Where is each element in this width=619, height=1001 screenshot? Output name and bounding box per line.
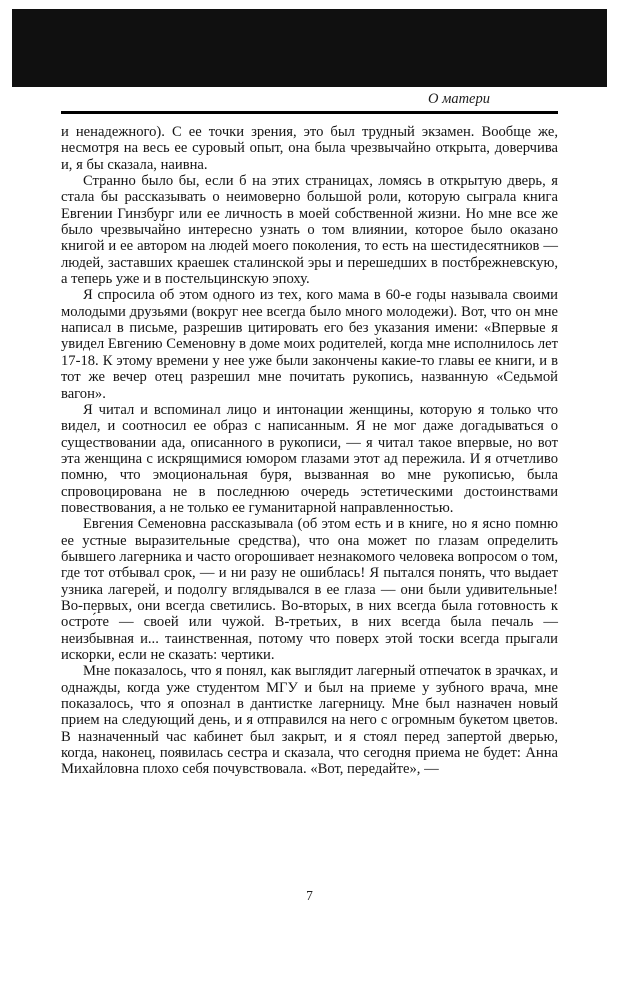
page-body [61,124,558,778]
paragraph: Я спросила об этом одного из тех, кого мама в 60-е годы называла своими молодыми друзьями (вокруг нее всегда было много молодежи). Вот, что он мне написал в письме, разрешив цитировать его без указания имени: «Впервые я увидел Евгению Семеновну в доме моих родителей, когда мне исполнилось лет 17-18. К этому времени у нее уже были закончены какие-то главы ее книги, и в тот же вечер отец разрешил мне почитать рукопись, названную «Седьмой вагон». [61,287,558,402]
running-head-title: О матери [427,91,490,107]
paragraph: Евгения Семеновна рассказывала (об этом есть и в книге, но я ясно помню ее устные выразительные средства), что она может по глазам определить бывшего лагерника и часто огорошивает незнакомого человека вопросом о том, где тот отбывал срок, — и ни разу не ошиблась! Я пытался понять, что выдает узника лагерей, и подолгу вглядывался в ее глаза — они были удивительные! Во-первых, они всегда светились. Во-вторых, в них всегда была готовность к остро́те — своей или чужой. В-третьих, в них всегда была печаль — неизбывная и... таинственная, потому что поверх этой тоски всегда прыгали искорки, если не сказать: чертики. [61,516,558,663]
top-band [12,9,607,87]
paragraph: Мне показалось, что я понял, как выглядит лагерный отпечаток в зрачках, и однажды, когда уже студентом МГУ и был на приеме у зубного врача, мне показалось, что я опознал в дантистке лагерницу. Мне был назначен новый прием на следующий день, и я отправился на него с огромным букетом цветов. В назначенный час кабинет был закрыт, и я стоял перед запертой дверью, когда, наконец, появилась сестра и сказала, что сегодня приема не будет: Анна Михайловна плохо себя почувствовала. «Вот, передайте», — [61,663,558,778]
running-head [61,88,558,110]
page-footer [0,888,619,904]
paragraph: Я читал и вспоминал лицо и интонации женщины, которую я только что видел, и соотносил ее образ с написанным. Я не мог даже догадываться о существовании ада, описанного в рукописи, — я читал такое впервые, но вот эта женщина с искрящимися юмором глазами этот ад пережила. И я отчетливо помню, что эмоциональная буря, вызванная во мне рукописью, была спровоцирована не в последнюю очередь эстетическими достоинствами повествования, а не только ее гуманитарной направленностью. [61,401,558,516]
page-number: 7 [306,888,313,903]
paragraph: Странно было бы, если б на этих страницах, ломясь в открытую дверь, я стала бы рассказывать о неимоверно большой роли, которую сыграла книга Евгении Гинзбург или ее личность в моей собственной жизни. Но мне все же было чрезвычайно интересно узнать о том влиянии, которое было оказано книгой и ее автором на людей моего поколения, то есть на шестидесятников — людей, заставших краешек сталинской эры и перешедших в постбрежневскую, а теперь уже и в постельцинскую эпоху. [61,173,558,288]
paragraph: и ненадежного). С ее точки зрения, это был трудный экзамен. Вообще же, несмотря на весь ее суровый опыт, она была чрезвычайно открыта, доверчива и, я бы сказала, наивна. [61,124,558,173]
header-rule [61,111,558,114]
